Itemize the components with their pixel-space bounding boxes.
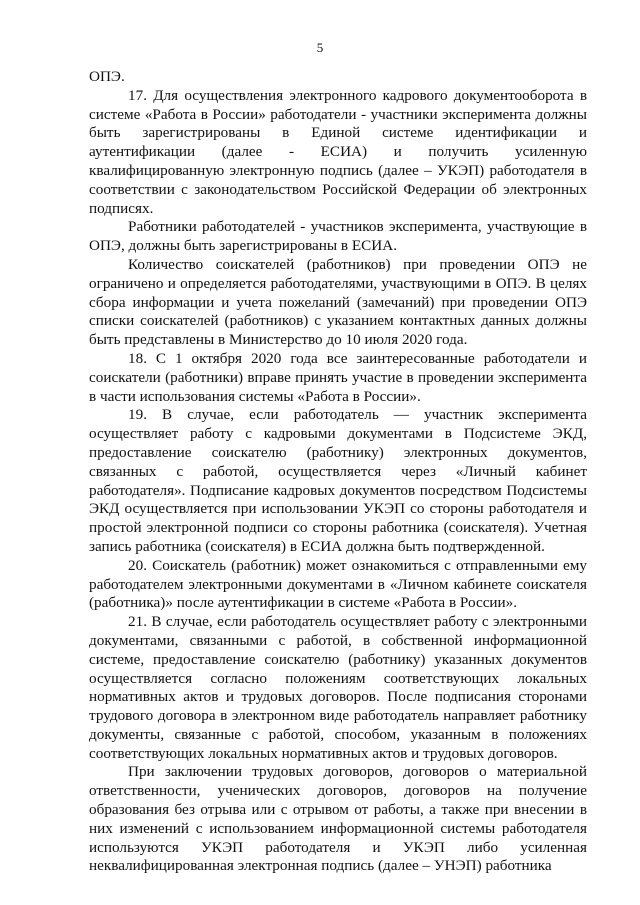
page-number: 5 — [316, 40, 324, 55]
document-body — [89, 68, 587, 876]
paragraph-18: 18. С 1 октября 2020 года все заинтересованные работодатели и соискатели (работники) вправе принять участие в проведении эксперимента в части использования системы «Работа в России». — [89, 349, 587, 405]
paragraph-19: 19. В случае, если работодатель — участник эксперимента осуществляет работу с кадровыми документами в Подсистеме ЭКД, предоставление соискателю (работнику) электронных документов, связанных с работой, осуществляется через «Личный кабинет работодателя». Подписание кадровых документов посредством Подсистемы ЭКД осуществляется при использовании УКЭП со стороны работодателя и простой электронной подписи со стороны работника (соискателя). Учетная запись работника (соискателя) в ЕСИА должна быть подтвержденной. — [89, 406, 587, 555]
paragraph-21-contracts: При заключении трудовых договоров, договоров о материальной ответственности, ученических договоров, договоров на получение образования без отрыва или с отрывом от работы, а также при внесении в них изменений с использованием информационной системы работодателя используются УКЭП работодателя и УКЭП либо усиленная неквалифицированная электронная подпись (далее – УНЭП) работника — [89, 763, 587, 875]
paragraph-17-applicants: Количество соискателей (работников) при проведении ОПЭ не ограничено и определяется работодателями, участвующими в ОПЭ. В целях сбора информации и учета пожеланий (замечаний) при проведении ОПЭ списки соискателей (работников) с указанием контактных данных должны быть представлены в Министерство до 10 июля 2020 года. — [89, 255, 587, 349]
paragraph-17-employees: Работники работодателей - участников эксперимента, участвующие в ОПЭ, должны быть зарегистрированы в ЕСИА. — [89, 218, 587, 255]
paragraph-20: 20. Соискатель (работник) может ознакомиться с отправленными ему работодателем электронными документами в «Личном кабинете соискателя (работника)» после аутентификации в системе «Работа в России». — [89, 556, 587, 612]
paragraph-17: 17. Для осуществления электронного кадрового документооборота в системе «Работа в России» работодатели - участники эксперимента должны быть зарегистрированы в Единой системе идентификации и аутентификации (далее - ЕСИА) и получить усиленную квалифицированную электронную подпись (далее – УКЭП) работодателя в соответствии с законодательством Российской Федерации об электронных подписях. — [89, 86, 587, 217]
paragraph-21: 21. В случае, если работодатель осуществляет работу с электронными документами, связанными с работой, в собственной информационной системе, предоставление соискателю (работнику) указанных документов осуществляется согласно положениям соответствующих локальных нормативных актов и трудовых договоров. После подписания сторонами трудового договора в электронном виде работодатель направляет работнику документы, связанные с работой, способом, указанным в положениях соответствующих локальных нормативных актов и трудовых договоров. — [89, 613, 587, 762]
paragraph-continuation: ОПЭ. — [89, 68, 125, 85]
